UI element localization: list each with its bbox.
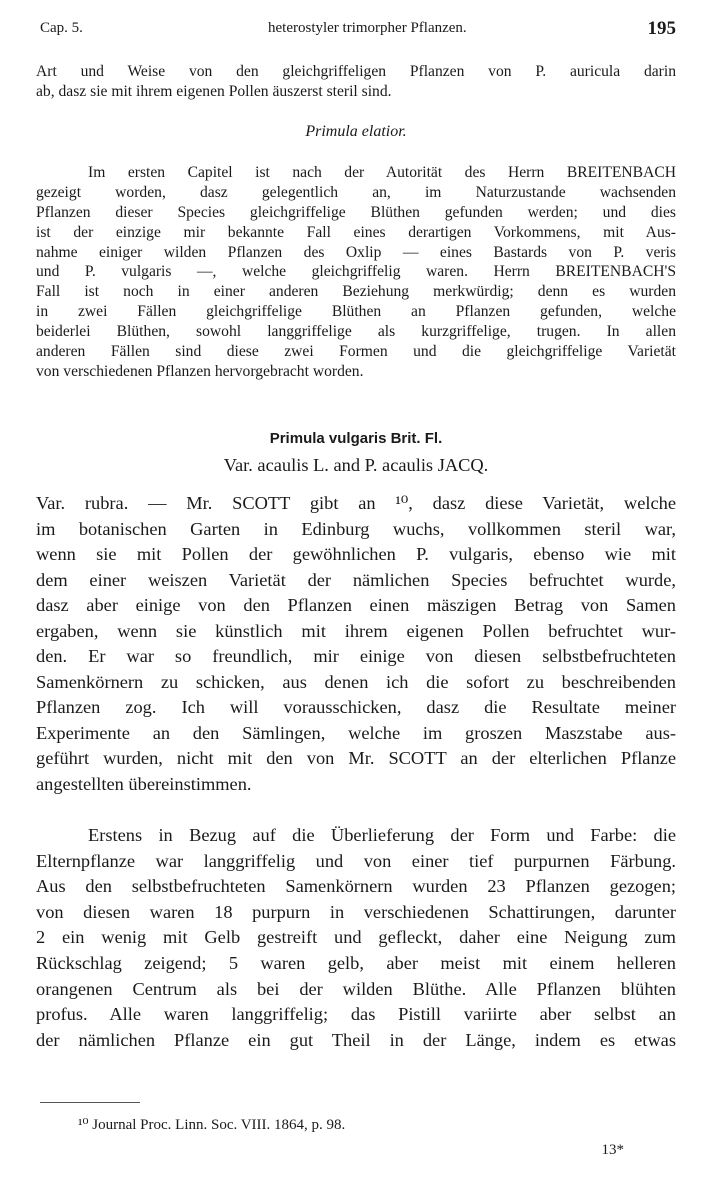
text-line: Im ersten Capitel ist nach der Autorität des Herrn BREITENBACH	[88, 164, 676, 181]
text-line: wenn sie mit Pollen der gewöhnlichen P. vulgaris, ebenso wie mit	[36, 544, 676, 564]
text-line: Var. rubra. — Mr. SCOTT gibt an ¹⁰, dasz diese Varietät, welche	[36, 493, 676, 513]
text-line: Fall ist noch in einer anderen Beziehung merkwürdig; denn es wurden	[36, 283, 676, 301]
text-line: angestellten übereinstimmen.	[36, 773, 252, 794]
text-line: Pflanzen zog. Ich will vorausschicken, dasz die Resultate meiner	[36, 697, 676, 717]
text-line: geführt wurden, nicht mit den von Mr. SCOTT an der elterlichen Pflanze	[36, 748, 676, 768]
text-line: Erstens in Bezug auf die Überlieferung der Form und Farbe: die	[88, 825, 676, 845]
text-line: im botanischen Garten in Edinburg wuchs, vollkommen steril war,	[36, 518, 676, 539]
text-line: 2 ein wenig mit Gelb gestreift und gefleckt, daher eine Neigung zum	[36, 927, 676, 948]
text-line: nahme einiger wilden Pflanzen des Oxlip — eines Bastards von P. veris	[36, 243, 676, 261]
text-line: dem einer weiszen Varietät der nämlichen Species befruchtet wurde,	[36, 569, 676, 590]
section-subheading-var-acaulis: Var. acaulis L. and P. acaulis JACQ.	[223, 455, 489, 475]
text-line: Pflanzen dieser Species gleichgriffelige Blüthen gefunden werden; und dies	[36, 203, 676, 221]
text-line: orangenen Centrum als bei der wilden Blüthe. Alle Pflanzen blühten	[36, 978, 676, 999]
text-line: dasz aber einige von den Pflanzen einen mäszigen Betrag von Samen	[36, 595, 676, 615]
text-line: gezeigt worden, dasz gelegentlich an, im Naturzustande wachsenden	[36, 183, 676, 201]
text-line: ab, dasz sie mit ihrem eigenen Pollen äuszerst steril sind.	[36, 83, 392, 100]
text-line: Aus den selbstbefruchteten Samenkörnern wurden 23 Pflanzen gezogen;	[36, 876, 676, 897]
text-line: der nämlichen Pflanze ein gut Theil in der Länge, indem es etwas	[36, 1029, 676, 1050]
vulgaris-paragraph-1	[36, 491, 676, 797]
intro-paragraph	[36, 62, 676, 102]
text-line: den. Er war so freundlich, mir einige von diesen selbstbefruchteten	[36, 646, 676, 666]
chapter-label: Cap. 5.	[40, 20, 83, 36]
page-number: 195	[647, 18, 676, 39]
footnote: ¹⁰ Journal Proc. Linn. Soc. VIII. 1864, p. 98.	[78, 1117, 346, 1133]
text-line: von diesen waren 18 purpurn in verschiedenen Schattirungen, darunter	[36, 901, 676, 922]
text-line: Samenkörnern zu schicken, aus denen ich die sofort zu beschreibenden	[36, 671, 676, 692]
text-line: profus. Alle waren langgriffelig; das Pistill variirte aber selbst an	[36, 1004, 676, 1025]
signature-mark: 13*	[601, 1142, 624, 1158]
elatior-paragraph	[36, 163, 676, 382]
text-line: in zwei Fällen gleichgriffelige Blüthen an Pflanzen gefunden, welche	[36, 303, 676, 321]
text-line: ist der einzige mir bekannte Fall eines derartigen Vorkommens, mit Aus-	[36, 223, 676, 241]
text-line: beiderlei Blüthen, sowohl langgriffelige als kurzgriffelige, trugen. In allen	[36, 323, 676, 341]
section-heading-primula-elatior: Primula elatior.	[305, 123, 407, 140]
text-line: anderen Fällen sind diese zwei Formen und die gleichgriffelige Varietät	[36, 343, 676, 361]
vulgaris-paragraph-2	[36, 823, 676, 1053]
text-line: Art und Weise von den gleichgriffeligen Pflanzen von P. auricula darin	[36, 63, 676, 80]
text-line: ergaben, wenn sie künstlich mit ihrem eigenen Pollen befruchtet wur-	[36, 620, 676, 641]
footnote-divider	[40, 1102, 140, 1103]
section-heading-primula-vulgaris: Primula vulgaris Brit. Fl.	[269, 430, 443, 447]
running-title: heterostyler trimorpher Pflanzen.	[268, 20, 467, 36]
text-line: Rückschlag zeigend; 5 waren gelb, aber meist mit einem helleren	[36, 952, 676, 973]
running-header	[36, 18, 676, 44]
text-line: von verschiedenen Pflanzen hervorgebracht worden.	[36, 362, 364, 380]
text-line: und P. vulgaris —, welche gleichgriffelig waren. Herrn BREITENBACH'S	[36, 263, 676, 281]
text-line: Experimente an den Sämlingen, welche im groszen Maszstabe aus-	[36, 722, 676, 743]
text-line: Elternpflanze war langgriffelig und von einer tief purpurnen Färbung.	[36, 850, 676, 871]
